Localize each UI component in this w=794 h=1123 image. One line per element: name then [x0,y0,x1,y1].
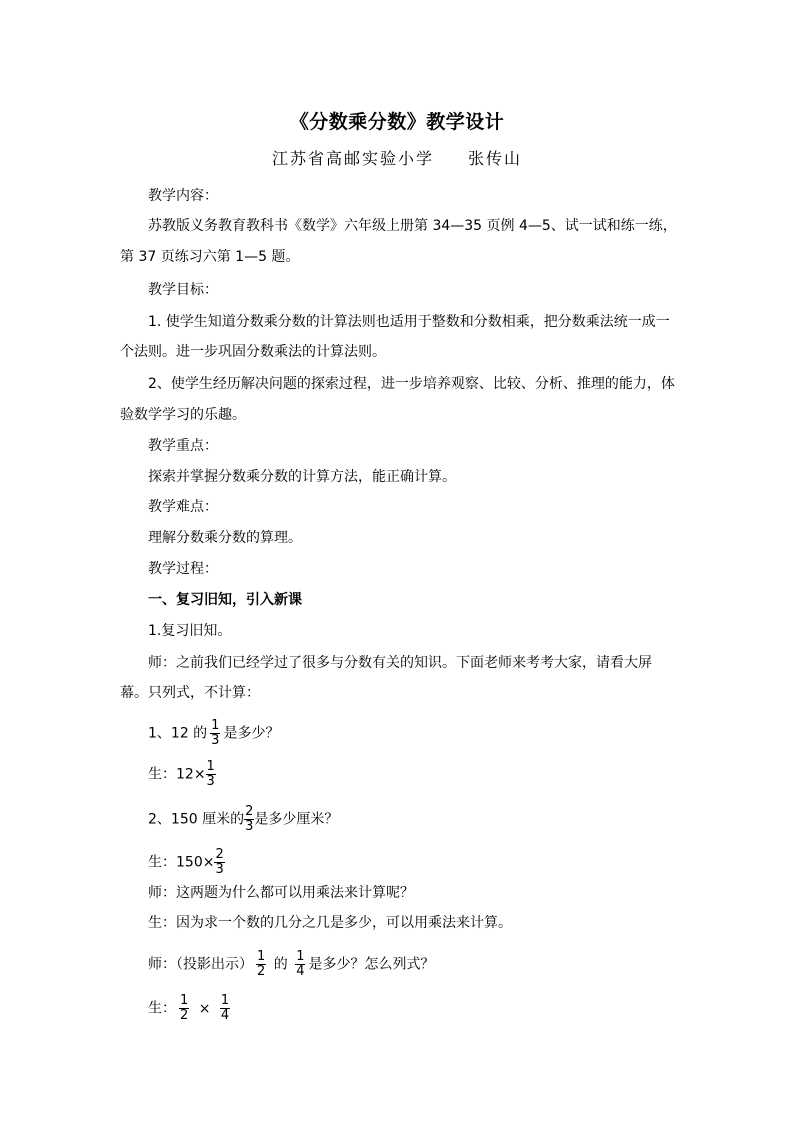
goal-2-line-2: 验数学学习的乐趣。 [120,407,246,423]
fraction: $\frac{1}{2}$ [180,993,189,1023]
part-1-heading: 一、复习旧知，引入新课 [148,592,302,608]
goal-1-line-1: 1. 使学生知道分数乘分数的计算法则也适用于整数和分数相乘，把分数乘法统一成一 [148,314,670,330]
teacher-2: 师：这两题为什么都可以用乘法来计算呢？ [148,885,414,901]
step-1: 1.复习旧知。 [148,623,232,639]
question-2: 2、150 厘米的 $\frac{2}{3}$ 是多少厘米？ [148,804,339,834]
author-school: 江苏省高邮实验小学 [271,149,434,168]
content-line-1: 苏教版义务教育教科书《数学》六年级上册第 34—35 页例 4—5、试一试和练一练， [148,218,677,234]
student-3: 生： $\frac{1}{2}$ × $\frac{1}{4}$ [148,993,230,1023]
content-line-2: 第 37 页练习六第 1—5 题。 [120,249,300,265]
author-line [0,146,794,169]
fraction: $\frac{1}{2}$ [257,949,266,979]
difficulty-text: 理解分数乘分数的算理。 [148,530,302,546]
teacher-1-line-2: 幕。只列式，不计算： [120,685,260,701]
fraction: $\frac{2}{3}$ [215,847,224,877]
answer-2: 生：150× $\frac{2}{3}$ [148,847,224,877]
key-text: 探索并掌握分数乘分数的计算方法，能正确计算。 [148,469,456,485]
fraction: $\frac{1}{3}$ [206,759,215,789]
fraction: $\frac{1}{4}$ [220,993,230,1023]
author-name: 张传山 [468,149,523,168]
content-heading: 教学内容： [148,188,218,204]
question-1: 1、12 的 $\frac{1}{3}$ 是多少？ [148,718,280,748]
teacher-3: 师：（投影出示） $\frac{1}{2}$ 的 $\frac{1}{4}$ 是多少？怎么列式？ [148,949,435,979]
answer-1: 生：12× $\frac{1}{3}$ [148,759,215,789]
teacher-1-line-1: 师：之前我们已经学过了很多与分数有关的知识。下面老师来考考大家，请看大屏 [148,655,652,671]
fraction: $\frac{1}{4}$ [296,949,305,979]
goal-2-line-1: 2、使学生经历解决问题的探索过程，进一步培养观察、比较、分析、推理的能力，体 [148,376,675,392]
student-2: 生：因为求一个数的几分之几是多少，可以用乘法来计算。 [148,915,512,931]
process-heading: 教学过程： [148,561,218,577]
fraction: $\frac{2}{3}$ [245,804,254,834]
key-heading: 教学重点： [148,438,218,454]
fraction: $\frac{1}{3}$ [211,718,220,748]
goals-heading: 教学目标： [148,282,218,298]
document-title: 《分数乘分数》教学设计 [289,111,505,133]
difficulty-heading: 教学难点： [148,499,218,515]
goal-1-line-2: 个法则。进一步巩固分数乘法的计算法则。 [120,344,386,360]
